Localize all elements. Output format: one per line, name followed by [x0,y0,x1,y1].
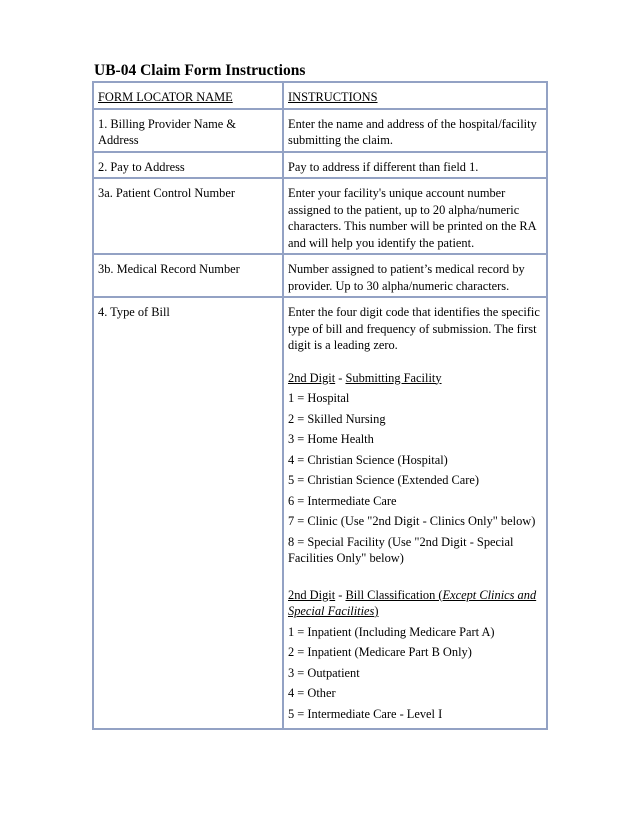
classification-code-item: 4 = Other [288,686,336,700]
facility-code-item: 7 = Clinic (Use "2nd Digit - Clinics Only" below) [288,514,536,528]
row-instructions [283,297,547,729]
submitting-facility-label: Submitting Facility [345,370,442,385]
facility-code-item: 2 = Skilled Nursing [288,411,386,426]
type-of-bill-intro: Enter the four digit code that identifies the specific type of bill and frequency of submission. The first digit is a leading zero. [288,305,540,352]
facility-code-item: 1 = Hospital [288,391,350,405]
row-name: 1. Billing Provider Name & Address [93,109,283,152]
second-digit-label: 2nd Digit [288,587,336,602]
page-title: UB-04 Claim Form Instructions [94,62,306,79]
row-name: 2. Pay to Address [93,152,283,179]
second-digit-facility-heading [288,370,542,391]
classification-code-item: 3 = Outpatient [288,665,360,680]
table-row [93,152,547,179]
row-name: 4. Type of Bill [93,297,283,729]
row-instructions: Pay to address if different than field 1. [283,152,547,179]
row-name: 3a. Patient Control Number [93,178,283,254]
header-locator-cell [93,82,283,109]
facility-code-item: 6 = Intermediate Care [288,493,397,508]
bill-classification-exception: Except Clinics and Special Facilities [288,587,537,618]
facility-code-item: 8 = Special Facility (Use "2nd Digit - Special Facilities Only" below) [288,534,514,565]
classification-code-item: 5 = Intermediate Care - Level I [288,706,443,721]
instructions-table [92,81,548,730]
row-instructions: Number assigned to patient’s medical record by provider. Up to 30 alpha/numeric characters. [283,254,547,297]
facility-code-item: 4 = Christian Science (Hospital) [288,452,448,467]
heading-separator: - [335,370,346,385]
header-instructions: INSTRUCTIONS [288,90,378,104]
heading-separator: - [335,587,346,602]
row-name: 3b. Medical Record Number [93,254,283,297]
bill-classification-label: Bill Classification ( [345,587,443,602]
classification-code-item: 1 = Inpatient (Including Medicare Part A) [288,624,495,639]
row-instructions: Enter the name and address of the hospital/facility submitting the claim. [283,109,547,152]
table-row [93,254,547,297]
table-header-row [93,82,547,109]
second-digit-classification-heading [288,587,542,624]
row-instructions: Enter your facility's unique account number assigned to the patient, up to 20 alpha/numeric characters. This number will be printed on the RA and will help you identify the patient. [283,178,547,254]
second-digit-label: 2nd Digit [288,370,336,385]
table-row [93,109,547,152]
header-instructions-cell [283,82,547,109]
facility-code-item: 5 = Christian Science (Extended Care) [288,473,480,487]
bill-classification-close: ) [374,604,379,618]
table-row [93,297,547,729]
facility-code-item: 3 = Home Health [288,432,374,446]
header-locator: FORM LOCATOR NAME [98,90,233,104]
table-row [93,178,547,254]
classification-code-item: 2 = Inpatient (Medicare Part B Only) [288,645,472,659]
